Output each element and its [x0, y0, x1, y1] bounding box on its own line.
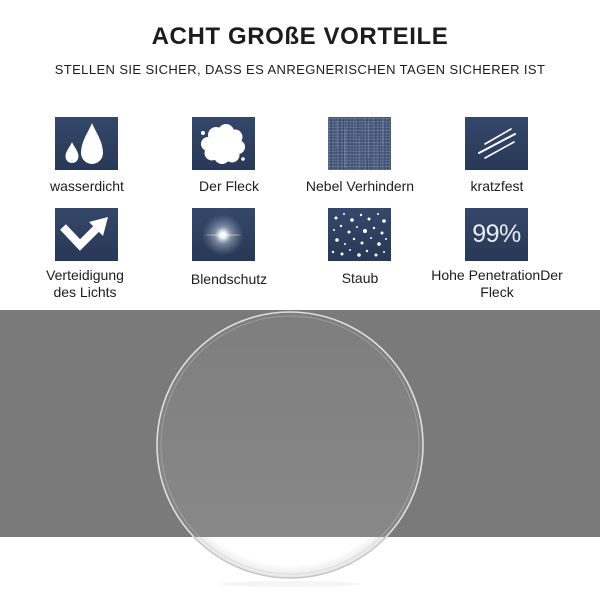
- dust-dot: [373, 227, 375, 229]
- product-photo: [0, 300, 600, 600]
- feature-tile-anti-glare: [192, 208, 255, 261]
- dust-dot: [375, 254, 378, 257]
- dust-dot: [366, 250, 368, 252]
- dust-dot: [381, 232, 384, 235]
- glare-light-icon: [192, 208, 255, 261]
- feature-label-line: Fleck: [480, 284, 514, 300]
- feature-tile-anti-fog: [328, 117, 391, 170]
- dust-dot: [370, 237, 372, 239]
- feature-dust: [280, 208, 440, 288]
- disc-shadow: [220, 581, 360, 587]
- feature-label-line: Staub: [341, 270, 379, 286]
- dust-dot: [383, 251, 385, 253]
- feature-label-line: Nebel Verhindern: [305, 178, 415, 194]
- feature-tile-scratch-resistant: [465, 117, 528, 170]
- dust-dots-icon: [328, 208, 391, 261]
- dust-dot: [349, 249, 351, 251]
- feature-label-light-defense: [5, 267, 165, 301]
- feature-label-line: kratzfest: [470, 178, 524, 194]
- stain-icon: [192, 117, 255, 170]
- dust-dot: [368, 218, 371, 221]
- feature-tile-dust: [328, 208, 391, 261]
- scratch-lines: [479, 129, 515, 158]
- feature-anti-fog: [280, 117, 440, 195]
- dust-dot: [353, 238, 355, 240]
- dust-dot: [356, 226, 358, 228]
- dust-dot: [343, 213, 345, 215]
- dust-dot: [363, 229, 367, 233]
- dust-dot: [350, 218, 354, 222]
- large-drop-shape: [81, 123, 103, 164]
- feature-label-line: Blendschutz: [190, 271, 268, 287]
- dust-dot: [340, 225, 342, 227]
- dust-dot: [341, 253, 344, 256]
- dust-dot: [335, 217, 338, 220]
- check-stroke: [63, 227, 96, 245]
- dust-dot: [332, 251, 334, 253]
- fog-glass-icon: [328, 117, 391, 170]
- dust-dot: [344, 243, 346, 245]
- dust-dot: [348, 231, 351, 234]
- glare-flare: [204, 234, 242, 236]
- glass-disc: [157, 312, 423, 578]
- feature-label-anti-fog: [280, 178, 440, 195]
- feature-label-line: Hohe PenetrationDer: [431, 267, 563, 283]
- check-arrow-icon: [55, 208, 118, 261]
- dust-dot: [361, 242, 364, 245]
- feature-scratch-resistant: [417, 117, 577, 195]
- feature-tile-stain: [192, 117, 255, 170]
- dust-dot: [335, 238, 339, 242]
- water-drops-icon: [55, 117, 118, 170]
- feature-label-high-penetration: [417, 267, 577, 301]
- feature-tile-light-defense: [55, 208, 118, 261]
- dust-dot: [377, 213, 379, 215]
- feature-waterproof: [7, 117, 167, 195]
- fog-streaks: [337, 119, 383, 169]
- feature-tile-high-penetration: [465, 208, 528, 261]
- feature-label-scratch-resistant: [417, 178, 577, 195]
- scratch-lines-icon: [465, 117, 528, 170]
- small-drop-shape: [66, 142, 79, 163]
- feature-label-line: Verteidigung: [46, 267, 124, 283]
- dust-dot: [357, 253, 361, 257]
- dust-dot: [382, 219, 386, 223]
- feature-label-line: Der Fleck: [199, 178, 259, 194]
- feature-label-dust: [280, 270, 440, 287]
- dust-dot: [360, 214, 362, 216]
- dust-dots: [332, 213, 387, 257]
- feature-label-line: wasserdicht: [50, 178, 124, 194]
- dust-dot: [333, 229, 335, 231]
- dust-dot: [385, 238, 387, 240]
- feature-light-defense: [5, 208, 165, 301]
- percent-badge-icon: 99%: [472, 220, 521, 248]
- feature-tile-waterproof: [55, 117, 118, 170]
- feature-label-line: des Lichts: [53, 284, 117, 300]
- page-subtitle: STELLEN SIE SICHER, DASS ES ANREGNERISCHEN TAGEN SICHERER IST: [54, 62, 546, 77]
- feature-label-waterproof: [7, 178, 167, 195]
- dust-dot: [377, 242, 381, 246]
- page-title: ACHT GROßE VORTEILE: [151, 23, 449, 50]
- feature-high-penetration: [417, 208, 577, 301]
- stain-blob-shape: [201, 124, 245, 164]
